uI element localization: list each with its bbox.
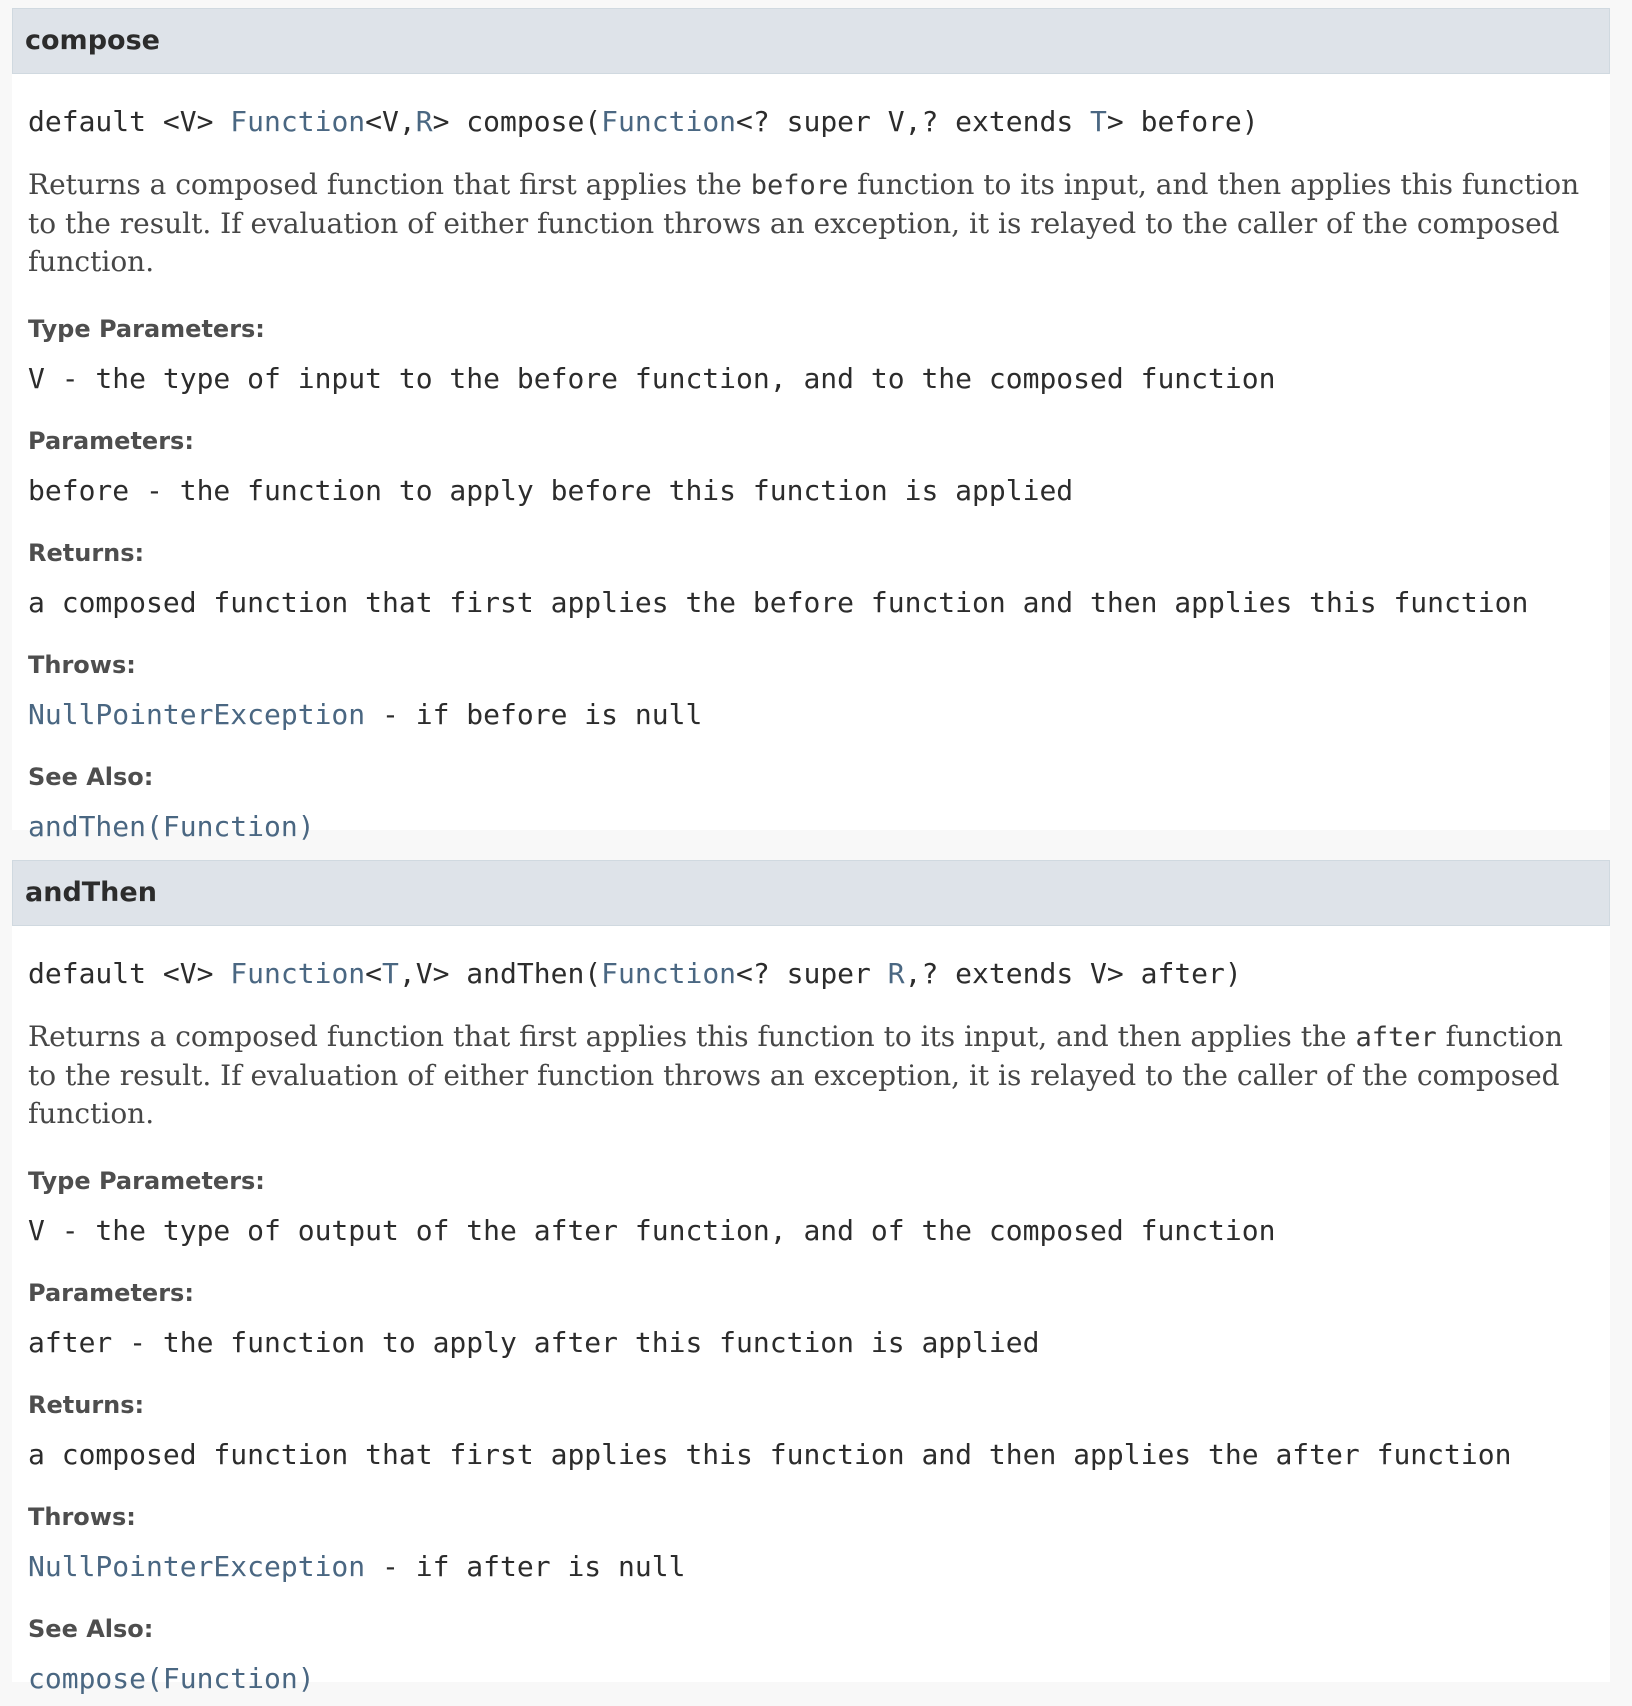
returns-label: Returns: xyxy=(28,539,145,567)
type-parameters-label: Type Parameters: xyxy=(28,315,265,343)
method-description xyxy=(28,166,1594,281)
signature-text: <? super xyxy=(736,957,888,990)
method-detail-compose xyxy=(12,8,1610,843)
see-also-value xyxy=(28,807,1594,847)
return-type-link[interactable]: Function xyxy=(230,957,366,990)
type-parameters-label: Type Parameters: xyxy=(28,1167,265,1195)
param-type-link[interactable]: Function xyxy=(601,957,737,990)
type-param-link[interactable]: T xyxy=(1090,105,1107,138)
see-also-link[interactable]: compose(Function) xyxy=(28,1662,315,1695)
signature-text: <? super V,? extends xyxy=(736,105,1091,138)
description-code: after xyxy=(1355,1022,1437,1053)
see-also-label: See Also: xyxy=(28,1615,154,1643)
signature-text: < xyxy=(365,957,383,990)
throws-value xyxy=(28,1547,1594,1587)
exception-link[interactable]: NullPointerException xyxy=(28,1550,366,1583)
description-text: Returns a composed function that first applies this function to its input, and then applies the xyxy=(28,1020,1356,1053)
throws-label: Throws: xyxy=(28,651,136,679)
param-type-link[interactable]: Function xyxy=(601,105,737,138)
method-detail-andthen xyxy=(12,860,1610,1695)
type-param-link[interactable]: R xyxy=(415,105,433,138)
see-also-value xyxy=(28,1659,1594,1699)
see-also-link[interactable]: andThen(Function) xyxy=(28,810,315,843)
signature-text: default <V> xyxy=(28,957,231,990)
exception-link[interactable]: NullPointerException xyxy=(28,698,366,731)
returns-value: a composed function that first applies this function and then applies the after function xyxy=(28,1438,1512,1471)
type-param-link[interactable]: R xyxy=(887,957,905,990)
parameters-label: Parameters: xyxy=(28,1279,194,1307)
parameters-label: Parameters: xyxy=(28,427,194,455)
throws-text: - if before is null xyxy=(365,698,703,731)
description-text: function to the result. If evaluation of either function throws an exception, it is relayed to the caller of the composed function. xyxy=(28,1020,1563,1130)
signature-text: default <V> xyxy=(28,105,231,138)
returns-label: Returns: xyxy=(28,1391,145,1419)
description-text: Returns a composed function that first applies the xyxy=(28,168,751,201)
see-also-label: See Also: xyxy=(28,763,154,791)
signature-text: ,V> andThen( xyxy=(398,957,602,990)
throws-text: - if after is null xyxy=(365,1550,686,1583)
description-code: before xyxy=(750,170,849,201)
type-param-link[interactable]: T xyxy=(382,957,399,990)
parameters-value: after - the function to apply after this function is applied xyxy=(28,1326,1040,1359)
type-parameters-value: V - the type of input to the before function, and to the composed function xyxy=(28,362,1276,395)
throws-label: Throws: xyxy=(28,1503,136,1531)
method-description xyxy=(28,1018,1594,1133)
description-text: function to its input, and then applies this function to the result. If evaluation of either function throws an exception, it is relayed to the caller of the composed function. xyxy=(28,168,1580,278)
signature-text: <V, xyxy=(365,105,416,138)
method-signature xyxy=(28,102,1594,142)
returns-value: a composed function that first applies the before function and then applies this function xyxy=(28,586,1529,619)
method-title: compose xyxy=(12,8,1610,74)
signature-text: > compose( xyxy=(432,105,602,138)
signature-text: ,? extends V> after) xyxy=(904,957,1242,990)
method-signature xyxy=(28,954,1594,994)
signature-text: > before) xyxy=(1106,105,1259,138)
throws-value xyxy=(28,695,1594,735)
return-type-link[interactable]: Function xyxy=(230,105,366,138)
method-title: andThen xyxy=(12,860,1610,926)
parameters-value: before - the function to apply before this function is applied xyxy=(28,474,1074,507)
type-parameters-value: V - the type of output of the after function, and of the composed function xyxy=(28,1214,1276,1247)
